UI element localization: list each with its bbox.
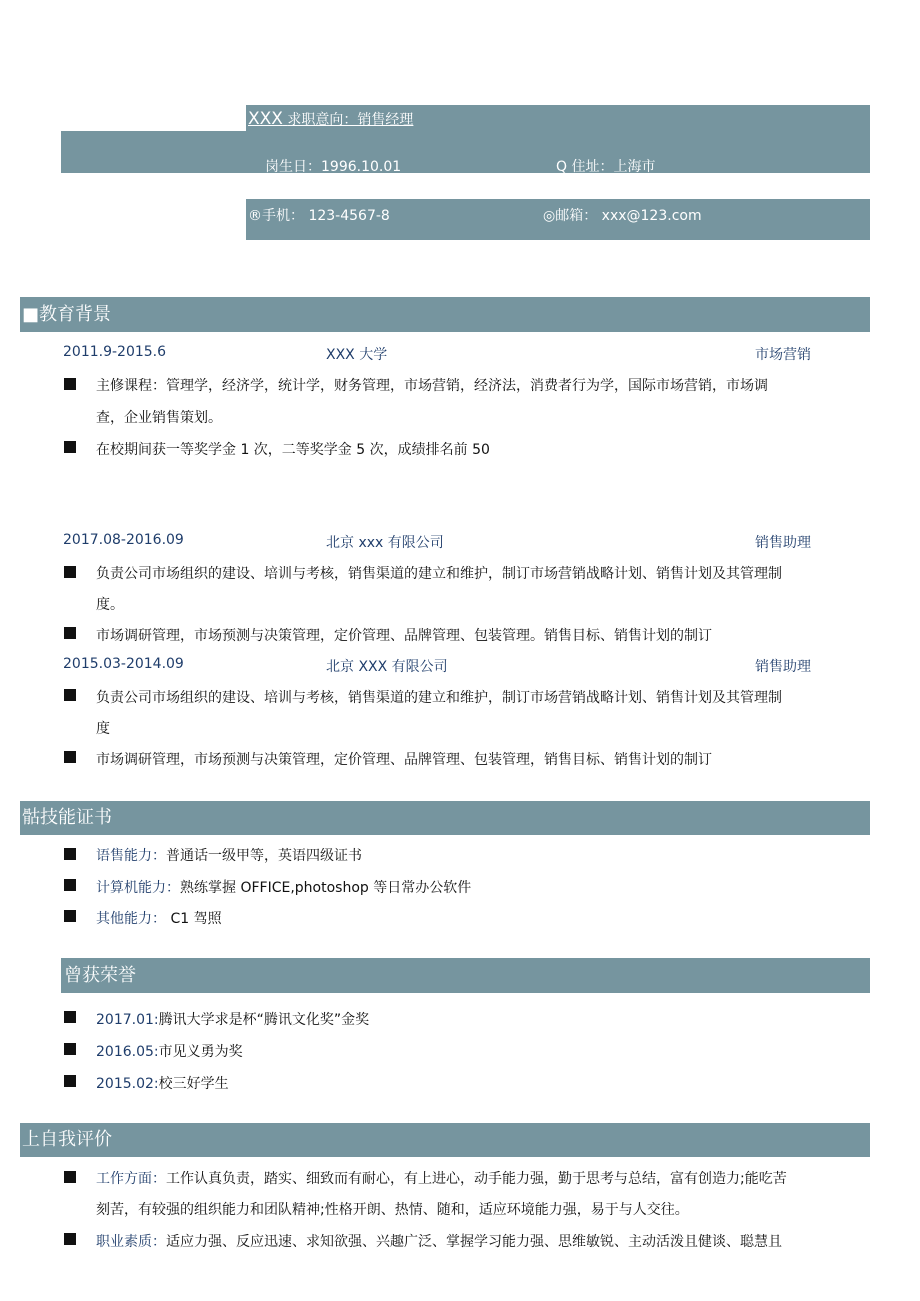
email: ◎邮箱： xxx@123.com [543,208,702,224]
honor-date: 2017.01: [96,1012,159,1028]
skill-text: 熟练掌握 OFFICE,photoshop 等日常办公软件 [180,880,472,896]
bullet-icon [64,378,76,390]
job-company: 北京 XXX 有限公司 [326,659,448,675]
bullet-icon [64,1043,76,1055]
self-eval-text: 适应力强、反应迅速、求知欲强、兴趣广泛、掌握学习能力强、思维敏锐、主动活泼且健谈、聪慧且 [166,1234,782,1250]
self-eval-header-bar [20,1123,870,1157]
bullet-icon [64,1171,76,1183]
job-intention: 求职意向：销售经理 [287,112,414,128]
self-eval-title: 上自我评价 [22,1129,112,1150]
education-header-bar [20,297,870,332]
education-major: 市场营销 [755,347,811,363]
bullet-icon [64,1075,76,1087]
honor-text: 腾讯大学求是杯“腾讯文化奖”金奖 [158,1012,370,1028]
job-company: 北京 xxx 有限公司 [326,535,444,551]
skill-item [96,877,471,897]
bullet-icon [64,910,76,922]
skill-label: 计算机能力： [96,880,180,896]
skills-header-bar [20,801,870,835]
phone: ®手机： 123-4567-8 [248,208,390,224]
honor-item [96,1009,369,1029]
honor-date: 2015.02: [96,1076,159,1092]
self-eval-label: 工作方面： [96,1171,166,1187]
job-period: 2015.03-2014.09 [63,656,184,672]
bullet-icon [64,627,76,639]
skills-title: 骷技能证书 [22,807,112,828]
job-item-2: 市场调研管理，市场预测与决策管理，定价管理、品牌管理、包装管理，销售目标、销售计划的制订 [96,752,712,768]
honor-text: 市见义勇为奖 [158,1044,243,1060]
bullet-icon [64,1233,76,1245]
honors-title: 曾获荣誉 [64,965,136,986]
bullet-icon [64,848,76,860]
address: Q 住址：上海市 [556,159,656,175]
skill-text: C1 驾照 [166,911,222,927]
bullet-icon [64,566,76,578]
honor-item [96,1041,243,1061]
education-period: 2011.9-2015.6 [63,344,167,360]
self-eval-text: 工作认真负责，踏实、细致而有耐心，有上进心，动手能力强，勤于思考与总结，富有创造力;能吃苦 [166,1171,787,1187]
job-role: 销售助理 [755,659,811,675]
self-eval-item-1 [96,1168,787,1188]
education-item-1-cont: 查，企业销售策划。 [96,410,222,426]
education-item-1: 主修课程：管理学，经济学，统计学，财务管理，市场营销，经济法，消费者行为学，国际市场营销，市场调 [96,378,768,394]
honor-item [96,1073,229,1093]
candidate-name: XXX [248,109,283,129]
bullet-icon [64,1011,76,1023]
bullet-icon [64,879,76,891]
bullet-icon [64,751,76,763]
honor-text: 校三好学生 [158,1076,229,1092]
self-eval-item-1-cont: 刻苦，有较强的组织能力和团队精神;性格开朗、热情、随和，适应环境能力强，易于与人交往。 [96,1202,689,1218]
birth-date: 岗生日：1996.10.01 [265,159,402,175]
skill-text: 普通话一级甲等，英语四级证书 [166,848,362,864]
skill-label: 语售能力： [96,848,166,864]
job-item-1: 负责公司市场组织的建设、培训与考核，销售渠道的建立和维护，制订市场营销战略计划、销售计划及其管理制 [96,566,782,582]
skill-item [96,908,222,928]
job-item-1: 负责公司市场组织的建设、培训与考核，销售渠道的建立和维护，制订市场营销战略计划、销售计划及其管理制 [96,690,782,706]
education-school: XXX 大学 [326,347,388,363]
job-item-1-cont: 度。 [96,597,124,613]
skill-item [96,845,362,865]
honor-date: 2016.05: [96,1044,159,1060]
header-name-line [248,109,413,129]
education-title: ■教育背景 [22,304,112,325]
job-item-2: 市场调研管理，市场预测与决策管理，定价管理、品牌管理、包装管理。销售目标、销售计划的制订 [96,628,712,644]
skill-label: 其他能力： [96,911,166,927]
education-item-2: 在校期间获一等奖学金 1 次，二等奖学金 5 次，成绩排名前 50 [96,442,490,458]
header-info-bar-1 [61,131,870,173]
job-role: 销售助理 [755,535,811,551]
self-eval-item-2 [96,1231,782,1251]
honors-header-bar [61,958,870,993]
bullet-icon [64,441,76,453]
self-eval-label: 职业素质： [96,1234,166,1250]
job-item-1-cont: 度 [96,721,110,737]
bullet-icon [64,689,76,701]
job-period: 2017.08-2016.09 [63,532,184,548]
